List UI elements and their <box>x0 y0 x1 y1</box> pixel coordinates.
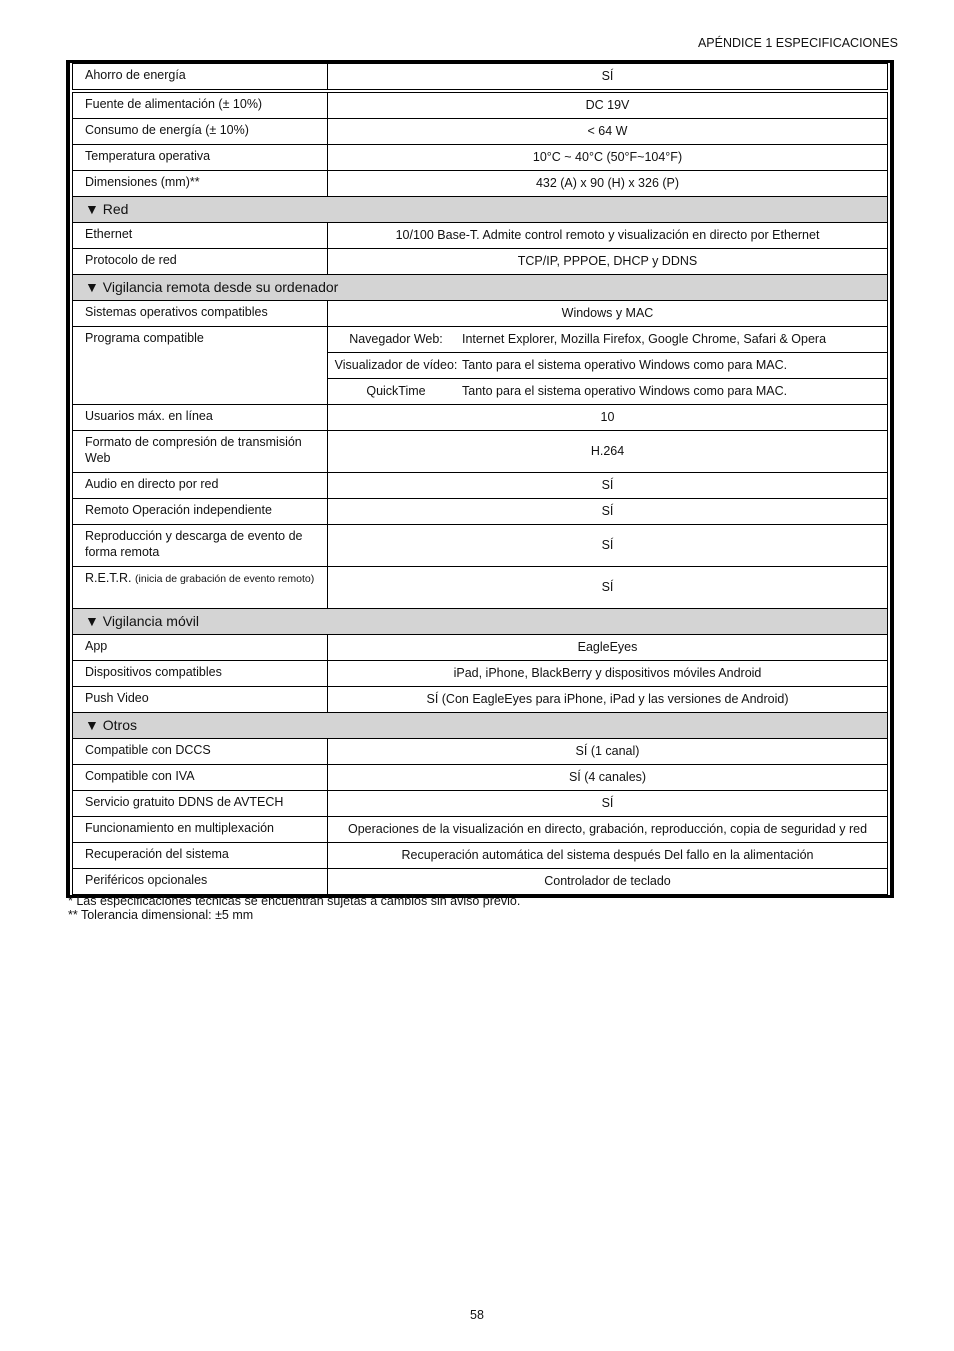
row-value: SÍ (4 canales) <box>328 765 888 791</box>
table-row <box>73 765 888 791</box>
row-label: Dimensiones (mm)** <box>73 171 328 197</box>
row-value: SÍ <box>328 567 888 609</box>
row-label: Consumo de energía (± 10%) <box>73 119 328 145</box>
row-label: Push Video <box>73 687 328 713</box>
row-label: Formato de compresión de transmisión Web <box>73 431 328 473</box>
row-value: SÍ (Con EagleEyes para iPhone, iPad y las versiones de Android) <box>328 687 888 713</box>
sub-key: QuickTime <box>366 383 426 398</box>
row-label: Temperatura operativa <box>73 145 328 171</box>
row-value <box>328 379 888 405</box>
page-header: APÉNDICE 1 ESPECIFICACIONES <box>697 36 898 50</box>
page-number: 58 <box>470 1308 484 1322</box>
table-row <box>73 64 888 92</box>
table-row <box>73 249 888 275</box>
spec-table <box>72 63 888 895</box>
row-label: Fuente de alimentación (± 10%) <box>73 91 328 119</box>
row-label: Protocolo de red <box>73 249 328 275</box>
spec-table-frame <box>66 60 894 898</box>
row-value: < 64 W <box>328 119 888 145</box>
table-row <box>73 431 888 473</box>
table-row <box>73 171 888 197</box>
row-value: DC 19V <box>328 91 888 119</box>
row-label: Programa compatible <box>73 327 328 405</box>
row-value: SÍ <box>328 473 888 499</box>
table-row <box>73 739 888 765</box>
table-row <box>73 119 888 145</box>
section-title: ▼ Vigilancia móvil <box>73 609 888 635</box>
row-label: Ethernet <box>73 223 328 249</box>
row-label: App <box>73 635 328 661</box>
row-label: Ahorro de energía <box>73 64 328 92</box>
footnote: ** Tolerancia dimensional: ±5 mm <box>68 908 254 922</box>
table-row <box>73 869 888 895</box>
row-label: Sistemas operativos compatibles <box>73 301 328 327</box>
row-label-main: R.E.T.R. <box>85 571 132 585</box>
row-label: Dispositivos compatibles <box>73 661 328 687</box>
row-label: Compatible con IVA <box>73 765 328 791</box>
table-row <box>73 327 888 353</box>
row-value: SÍ <box>328 499 888 525</box>
row-value: Windows y MAC <box>328 301 888 327</box>
row-value: 432 (A) x 90 (H) x 326 (P) <box>328 171 888 197</box>
section-title: ▼ Otros <box>73 713 888 739</box>
section-header-red <box>73 197 888 223</box>
row-value: EagleEyes <box>328 635 888 661</box>
section-header-remote <box>73 275 888 301</box>
row-label: Usuarios máx. en línea <box>73 405 328 431</box>
sub-value: Internet Explorer, Mozilla Firefox, Google Chrome, Safari & Opera <box>462 331 827 346</box>
table-row <box>73 145 888 171</box>
row-value: TCP/IP, PPPOE, DHCP y DDNS <box>328 249 888 275</box>
sub-key: Navegador Web: <box>349 331 443 346</box>
row-value: Controlador de teclado <box>328 869 888 895</box>
row-label: Audio en directo por red <box>73 473 328 499</box>
footnote: * Las especificaciones técnicas se encuentran sujetas a cambios sin aviso previo. <box>68 894 521 908</box>
row-label: Recuperación del sistema <box>73 843 328 869</box>
table-row <box>73 91 888 119</box>
row-label: Periféricos opcionales <box>73 869 328 895</box>
row-value: Operaciones de la visualización en directo, grabación, reproducción, copia de seguridad y red <box>328 817 888 843</box>
table-row <box>73 525 888 567</box>
sub-value: Tanto para el sistema operativo Windows como para MAC. <box>462 357 788 372</box>
section-title: ▼ Red <box>73 197 888 223</box>
table-row <box>73 405 888 431</box>
table-row <box>73 499 888 525</box>
row-label-note: (inicia de grabación de evento remoto) <box>135 573 315 585</box>
row-value: SÍ <box>328 64 888 92</box>
row-value: SÍ <box>328 525 888 567</box>
row-label: Servicio gratuito DDNS de AVTECH <box>73 791 328 817</box>
sub-value: Tanto para el sistema operativo Windows como para MAC. <box>462 383 788 398</box>
table-row <box>73 843 888 869</box>
table-row <box>73 817 888 843</box>
row-value: 10 <box>328 405 888 431</box>
row-label: Funcionamiento en multiplexación <box>73 817 328 843</box>
table-row <box>73 473 888 499</box>
row-value <box>328 327 888 353</box>
row-label: Compatible con DCCS <box>73 739 328 765</box>
footnotes <box>68 894 520 922</box>
row-value: SÍ (1 canal) <box>328 739 888 765</box>
row-value: iPad, iPhone, BlackBerry y dispositivos móviles Android <box>328 661 888 687</box>
row-label <box>73 567 328 609</box>
row-value: SÍ <box>328 791 888 817</box>
row-value: 10/100 Base-T. Admite control remoto y visualización en directo por Ethernet <box>328 223 888 249</box>
row-value <box>328 353 888 379</box>
table-row <box>73 567 888 609</box>
table-row <box>73 687 888 713</box>
table-row <box>73 301 888 327</box>
sub-key: Visualizador de vídeo: <box>334 357 458 372</box>
row-value: 10°C ~ 40°C (50°F~104°F) <box>328 145 888 171</box>
section-title: ▼ Vigilancia remota desde su ordenador <box>73 275 888 301</box>
section-header-mobile <box>73 609 888 635</box>
row-label: Remoto Operación independiente <box>73 499 328 525</box>
row-label: Reproducción y descarga de evento de forma remota <box>73 525 328 567</box>
table-row <box>73 791 888 817</box>
table-row <box>73 223 888 249</box>
table-row <box>73 661 888 687</box>
section-header-others <box>73 713 888 739</box>
table-row <box>73 635 888 661</box>
row-value: Recuperación automática del sistema después Del fallo en la alimentación <box>328 843 888 869</box>
row-value: H.264 <box>328 431 888 473</box>
